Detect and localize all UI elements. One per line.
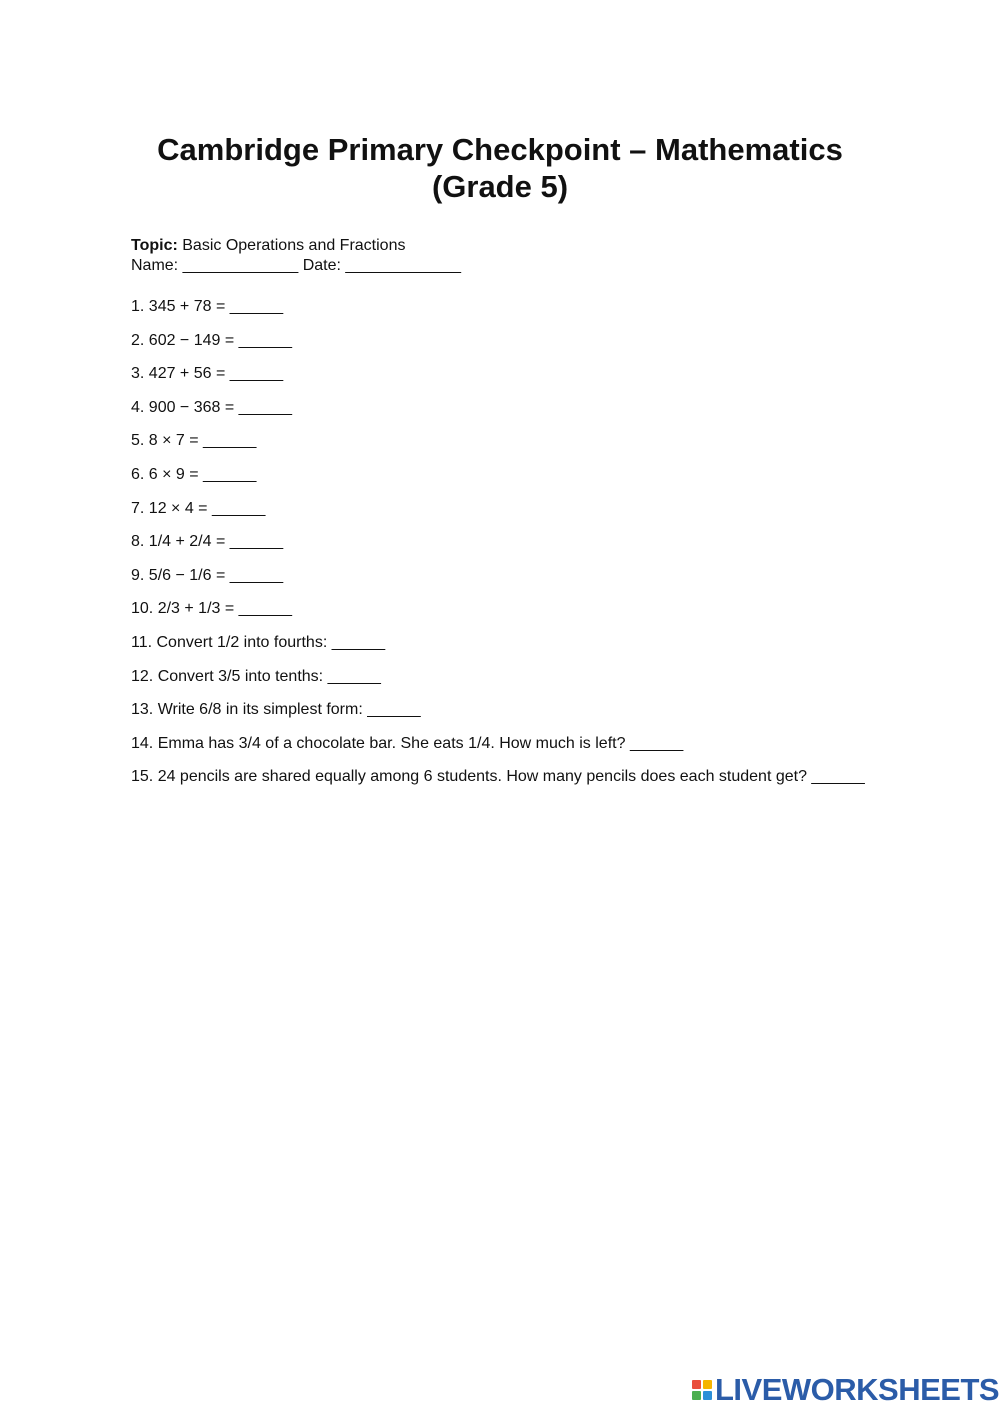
question-list bbox=[131, 297, 871, 801]
logo-text: LIVEWORKSHEETS bbox=[715, 1372, 1000, 1407]
question-1: 1. 345 + 78 = ______ bbox=[131, 298, 284, 315]
liveworksheets-logo bbox=[692, 1373, 999, 1407]
question-12: 12. Convert 3/5 into tenths: ______ bbox=[131, 667, 381, 685]
worksheet-title bbox=[0, 131, 1000, 205]
logo-square-4 bbox=[703, 1391, 712, 1400]
logo-square-2 bbox=[703, 1380, 712, 1389]
question-13: 13. Write 6/8 in its simplest form: ______ bbox=[131, 701, 421, 719]
title-line-1: Cambridge Primary Checkpoint – Mathematics bbox=[157, 132, 843, 167]
question-15: 15. 24 pencils are shared equally among 6 students. How many pencils does each student get? ______ bbox=[131, 768, 865, 786]
name-date-line: Name: _____________ Date: _____________ bbox=[131, 257, 462, 274]
logo-square-1 bbox=[692, 1380, 701, 1389]
question-14: 14. Emma has 3/4 of a chocolate bar. She eats 1/4. How much is left? ______ bbox=[131, 734, 684, 752]
question-6: 6. 6 × 9 = ______ bbox=[131, 465, 257, 483]
question-11: 11. Convert 1/2 into fourths: ______ bbox=[131, 633, 386, 651]
question-10: 10. 2/3 + 1/3 = ______ bbox=[131, 600, 293, 618]
question-3: 3. 427 + 56 = ______ bbox=[131, 365, 284, 383]
worksheet-meta bbox=[131, 236, 461, 276]
topic-value: Basic Operations and Fractions bbox=[177, 237, 406, 254]
logo-square-3 bbox=[692, 1391, 701, 1400]
topic-label: Topic: bbox=[131, 237, 178, 254]
liveworksheets-logo-icon bbox=[692, 1380, 712, 1400]
question-2: 2. 602 − 149 = ______ bbox=[131, 331, 293, 349]
question-8: 8. 1/4 + 2/4 = ______ bbox=[131, 533, 284, 551]
topic-line bbox=[131, 236, 461, 256]
question-9: 9. 5/6 − 1/6 = ______ bbox=[131, 566, 284, 584]
question-5: 5. 8 × 7 = ______ bbox=[131, 432, 257, 450]
title-line-2: (Grade 5) bbox=[431, 169, 569, 204]
question-4: 4. 900 − 368 = ______ bbox=[131, 398, 293, 416]
question-7: 7. 12 × 4 = ______ bbox=[131, 499, 266, 517]
